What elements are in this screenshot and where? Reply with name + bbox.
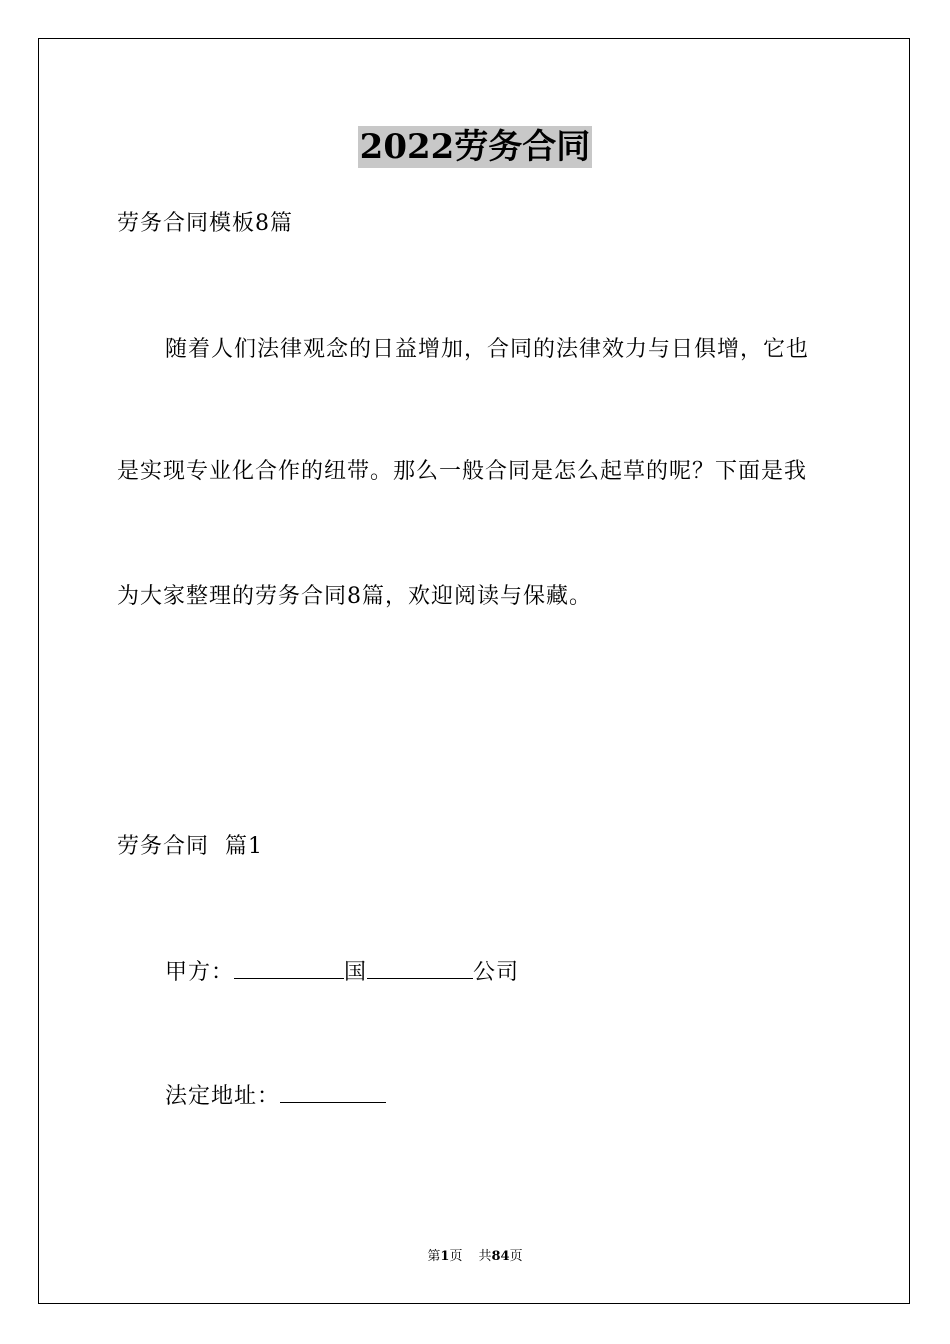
legal-address-label: 法定地址：	[165, 1084, 281, 1109]
footer-total-pages: 84	[491, 1249, 510, 1264]
legal-address-line	[165, 1080, 386, 1112]
party-a-line	[165, 956, 519, 988]
title-container	[0, 126, 950, 168]
document-subtitle: 劳务合同模板8篇	[117, 211, 293, 236]
intro-line-1: 随着人们法律观念的日益增加，合同的法律效力与日俱增，它也	[165, 337, 810, 362]
intro-line-3: 为大家整理的劳务合同8篇，欢迎阅读与保藏。	[117, 584, 592, 609]
footer-page-number: 1	[440, 1249, 450, 1264]
footer-page-prefix: 第	[427, 1249, 441, 1264]
party-a-label: 甲方：	[165, 960, 235, 985]
footer-total-suffix: 页	[509, 1249, 523, 1264]
legal-address-blank[interactable]	[280, 1080, 386, 1103]
page-footer	[0, 1248, 950, 1266]
party-a-blank-country[interactable]	[234, 956, 344, 979]
footer-total-prefix: 共	[478, 1249, 492, 1264]
intro-line-2: 是实现专业化合作的纽带。那么一般合同是怎么起草的呢？下面是我	[117, 459, 808, 484]
party-a-suffix: 公司	[473, 960, 520, 985]
section-heading: 劳务合同 篇1	[117, 834, 263, 859]
document-title: 2022劳务合同	[359, 127, 591, 167]
party-a-middle: 国	[344, 960, 368, 985]
footer-page-suffix: 页	[449, 1249, 463, 1264]
party-a-blank-company[interactable]	[367, 956, 473, 979]
